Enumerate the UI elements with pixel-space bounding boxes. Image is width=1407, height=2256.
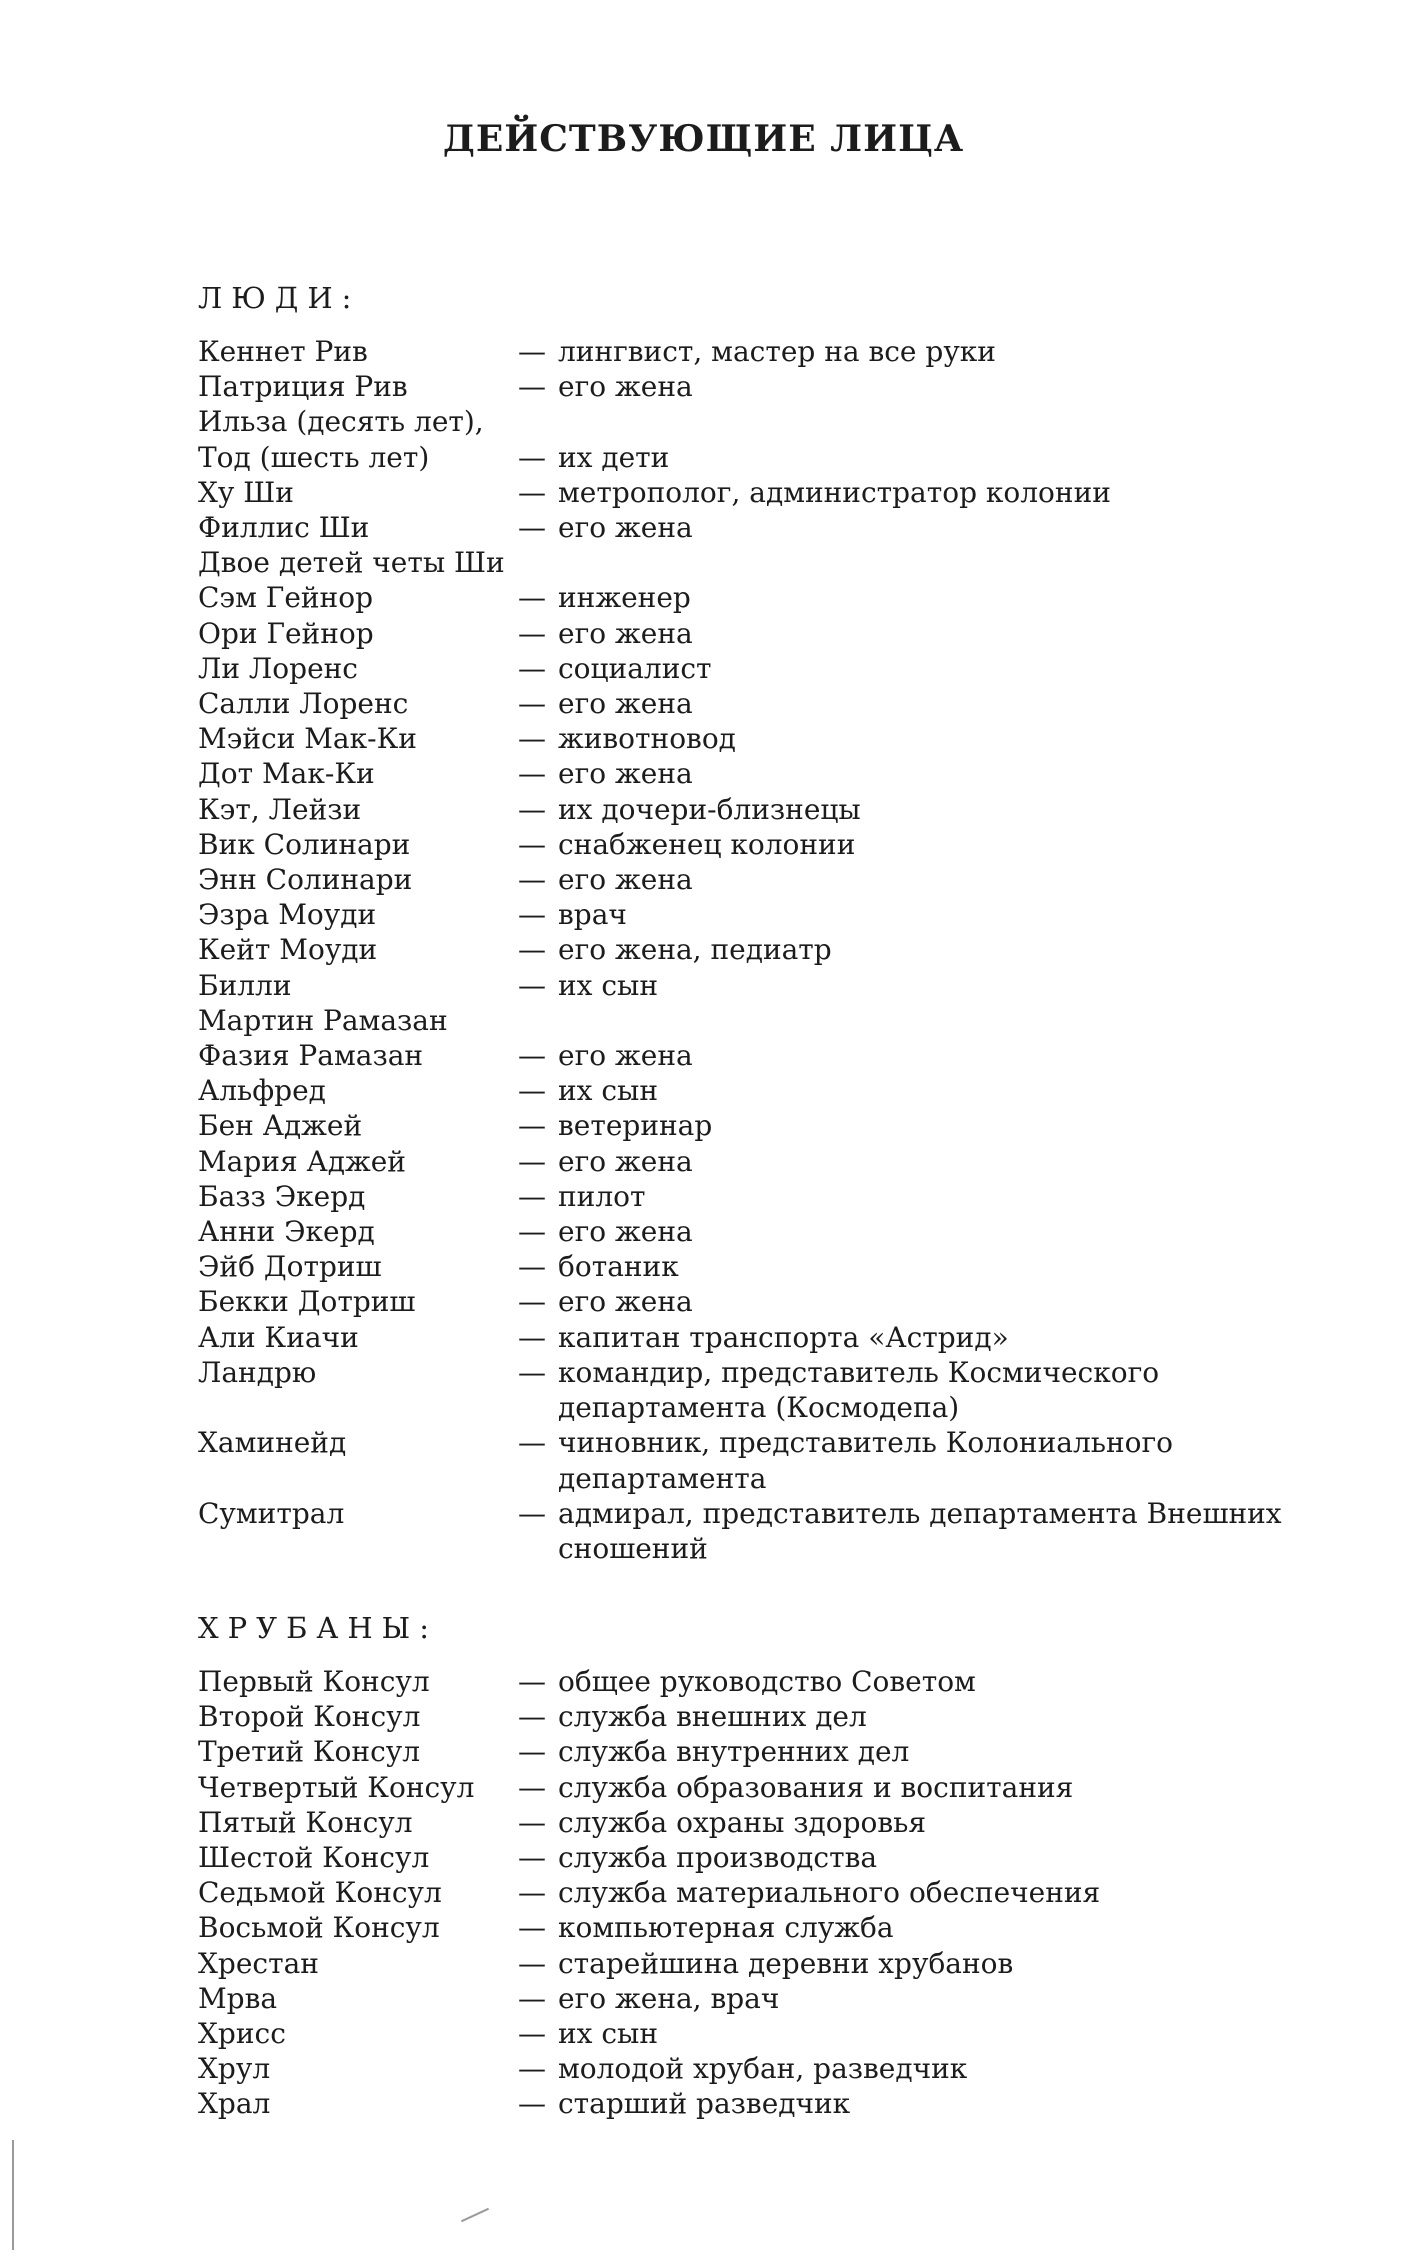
character-name: Вик Солинари (198, 827, 411, 861)
character-description (518, 686, 1318, 721)
character-row (198, 1840, 1318, 1875)
dash-separator: — (518, 1770, 546, 1804)
hrubans-section (198, 1604, 1318, 2122)
character-name: Тод (шесть лет) (198, 440, 430, 474)
scan-margin-line (12, 2140, 14, 2250)
character-description (518, 827, 1318, 862)
character-name: Восьмой Консул (198, 1911, 440, 1945)
character-name: Сэм Гейнор (198, 581, 373, 615)
character-name: Эйб Дотриш (198, 1250, 382, 1284)
character-name: Эзра Моуди (198, 898, 377, 932)
character-description (518, 1214, 1318, 1249)
character-description (518, 1664, 1318, 1699)
character-row (198, 1003, 1318, 1038)
character-row (198, 1179, 1318, 1214)
character-role: пилот (558, 1179, 646, 1213)
character-row (198, 1946, 1318, 1981)
character-description (518, 1038, 1318, 1073)
character-name: Дот Мак-Ки (198, 757, 375, 791)
dash-separator: — (518, 581, 546, 615)
character-description (518, 1179, 1318, 1214)
character-row (198, 1699, 1318, 1734)
character-description (518, 1425, 1318, 1495)
character-role: служба образования и воспитания (558, 1770, 1074, 1804)
dash-separator: — (518, 1179, 546, 1213)
character-name: Мария Аджей (198, 1144, 406, 1178)
dash-separator: — (518, 1911, 546, 1945)
dash-separator: — (518, 1700, 546, 1734)
character-name: Двое детей четы Ши (198, 546, 505, 580)
character-row (198, 369, 1318, 404)
character-description (518, 1073, 1318, 1108)
character-description (518, 1496, 1318, 1566)
character-row (198, 616, 1318, 651)
character-role: компьютерная служба (558, 1911, 894, 1945)
character-row (198, 1355, 1318, 1425)
character-role: его жена (558, 687, 693, 721)
character-row (198, 1108, 1318, 1143)
dash-separator: — (518, 2017, 546, 2051)
dash-separator: — (518, 1805, 546, 1839)
character-name: Фазия Рамазан (198, 1039, 424, 1073)
character-name: Мэйси Мак-Ки (198, 722, 417, 756)
character-row (198, 1073, 1318, 1108)
dash-separator: — (518, 1320, 546, 1354)
dash-separator: — (518, 687, 546, 721)
character-description (518, 1981, 1318, 2016)
dash-separator: — (518, 1250, 546, 1284)
character-role: его жена (558, 1285, 693, 1319)
character-name: Ори Гейнор (198, 616, 374, 650)
character-description (518, 2051, 1318, 2086)
dash-separator: — (518, 475, 546, 509)
character-name: Ильза (десять лет), (198, 405, 484, 439)
character-role: его жена (558, 863, 693, 897)
dash-separator: — (518, 1426, 546, 1460)
dash-separator: — (518, 827, 546, 861)
character-role: социалист (558, 651, 712, 685)
character-row (198, 721, 1318, 756)
character-name: Пятый Консул (198, 1805, 413, 1839)
character-row (198, 1875, 1318, 1910)
character-role: общее руководство Советом (558, 1665, 976, 1698)
dash-separator: — (518, 1841, 546, 1875)
dash-separator: — (518, 335, 546, 368)
character-row (198, 1284, 1318, 1319)
character-description (518, 1770, 1318, 1805)
character-name: Третий Консул (198, 1735, 421, 1769)
dash-separator: — (518, 1109, 546, 1143)
character-role: его жена (558, 511, 693, 545)
dash-separator: — (518, 2052, 546, 2086)
character-description (518, 1108, 1318, 1143)
character-name: Анни Экерд (198, 1215, 375, 1249)
character-name: Второй Консул (198, 1700, 421, 1734)
dash-separator: — (518, 898, 546, 932)
character-row (198, 1214, 1318, 1249)
hrubans-heading: ХРУБАНЫ: (198, 1611, 438, 1645)
character-name: Хрул (198, 2052, 271, 2086)
scan-smudge (461, 2208, 489, 2222)
dash-separator: — (518, 1355, 546, 1389)
character-name: Ху Ши (198, 475, 294, 509)
character-name: Храл (198, 2087, 271, 2121)
character-role: метрополог, администратор колонии (558, 475, 1111, 509)
character-name: Шестой Консул (198, 1841, 430, 1875)
character-role: их дети (558, 440, 670, 474)
character-name: Патриция Рив (198, 370, 408, 404)
character-role: старший разведчик (558, 2087, 851, 2121)
character-name: Билли (198, 968, 292, 1002)
character-role: животновод (558, 722, 736, 756)
character-description (518, 1355, 1318, 1425)
character-role: его жена (558, 1215, 693, 1249)
dash-separator: — (518, 370, 546, 404)
character-description (518, 475, 1318, 510)
character-row (198, 334, 1318, 369)
character-name: Кэт, Лейзи (198, 792, 362, 826)
character-role: их сын (558, 1074, 658, 1108)
character-row (198, 1770, 1318, 1805)
character-description (518, 369, 1318, 404)
character-role: командир, представитель Космического департамента (Космодепа) (558, 1355, 1160, 1425)
character-row (198, 968, 1318, 1003)
character-description (518, 1875, 1318, 1910)
dash-separator: — (518, 511, 546, 545)
character-row (198, 686, 1318, 721)
character-role: его жена (558, 1144, 693, 1178)
character-role: лингвист, мастер на все руки (558, 335, 996, 368)
character-row (198, 1249, 1318, 1284)
character-description (518, 2086, 1318, 2121)
character-role: их сын (558, 968, 658, 1002)
people-heading: ЛЮДИ: (198, 281, 361, 315)
dash-separator: — (518, 863, 546, 897)
character-description (518, 1284, 1318, 1319)
character-role: старейшина деревни хрубанов (558, 1946, 1014, 1980)
character-description (518, 2016, 1318, 2051)
character-role: молодой хрубан, разведчик (558, 2052, 968, 2086)
character-description (518, 616, 1318, 651)
dash-separator: — (518, 1665, 546, 1698)
character-description (518, 862, 1318, 897)
dash-separator: — (518, 1735, 546, 1769)
character-row (198, 827, 1318, 862)
character-name: Ли Лоренс (198, 651, 358, 685)
character-description (518, 580, 1318, 615)
dash-separator: — (518, 1496, 546, 1530)
dash-separator: — (518, 722, 546, 756)
character-role: чиновник, представитель Колониального департамента (558, 1426, 1174, 1495)
character-row (198, 756, 1318, 791)
character-name: Четвертый Консул (198, 1770, 475, 1804)
character-row (198, 1425, 1318, 1495)
dash-separator: — (518, 1876, 546, 1910)
character-description (518, 334, 1318, 369)
character-description (518, 721, 1318, 756)
character-name: Кеннет Рив (198, 335, 368, 368)
character-name: Ландрю (198, 1355, 317, 1389)
character-name: Бекки Дотриш (198, 1285, 416, 1319)
character-role: ботаник (558, 1250, 679, 1284)
character-row (198, 545, 1318, 580)
character-role: врач (558, 898, 627, 932)
character-description (518, 1910, 1318, 1945)
character-row (198, 404, 1318, 439)
character-role: его жена, педиатр (558, 933, 832, 967)
character-name: Хаминейд (198, 1426, 347, 1460)
character-description (518, 1320, 1318, 1355)
character-role: служба охраны здоровья (558, 1805, 927, 1839)
character-row (198, 510, 1318, 545)
dash-separator: — (518, 757, 546, 791)
character-row (198, 1496, 1318, 1566)
character-role: инженер (558, 581, 691, 615)
character-name: Мартин Рамазан (198, 1003, 448, 1037)
character-row (198, 1981, 1318, 2016)
character-description (518, 1699, 1318, 1734)
character-description (518, 651, 1318, 686)
character-role: его жена (558, 1039, 693, 1073)
dash-separator: — (518, 651, 546, 685)
character-role: адмирал, представитель департамента Внешних сношений (558, 1496, 1282, 1565)
character-row (198, 1320, 1318, 1355)
character-description (518, 932, 1318, 967)
people-list (198, 334, 1318, 1566)
character-role: его жена (558, 757, 693, 791)
character-description (518, 756, 1318, 791)
dash-separator: — (518, 2087, 546, 2121)
character-row (198, 2016, 1318, 2051)
dash-separator: — (518, 616, 546, 650)
character-name: Альфред (198, 1074, 326, 1108)
character-description (518, 897, 1318, 932)
character-name: Сумитрал (198, 1496, 345, 1530)
page-title: ДЕЙСТВУЮЩИЕ ЛИЦА (442, 118, 965, 160)
character-role: служба производства (558, 1841, 878, 1875)
dash-separator: — (518, 1215, 546, 1249)
character-name: Салли Лоренс (198, 687, 409, 721)
character-name: Али Киачи (198, 1320, 359, 1354)
character-role: капитан транспорта «Астрид» (558, 1320, 1009, 1354)
character-description (518, 1734, 1318, 1769)
character-row (198, 1144, 1318, 1179)
character-name: Первый Консул (198, 1665, 430, 1698)
character-description (518, 1144, 1318, 1179)
character-row (198, 1664, 1318, 1699)
dash-separator: — (518, 1946, 546, 1980)
character-row (198, 862, 1318, 897)
dash-separator: — (518, 1144, 546, 1178)
character-name: Хрестан (198, 1946, 319, 1980)
character-role: служба внешних дел (558, 1700, 867, 1734)
character-description (518, 1249, 1318, 1284)
character-description (518, 1946, 1318, 1981)
character-row (198, 2086, 1318, 2121)
character-name: Бен Аджей (198, 1109, 363, 1143)
character-role: его жена, врач (558, 1981, 780, 2015)
character-description (518, 792, 1318, 827)
character-description (518, 1805, 1318, 1840)
dash-separator: — (518, 933, 546, 967)
character-role: служба материального обеспечения (558, 1876, 1101, 1910)
dash-separator: — (518, 1039, 546, 1073)
character-description (518, 1840, 1318, 1875)
character-role: его жена (558, 370, 693, 404)
character-name: Энн Солинари (198, 863, 413, 897)
character-row (198, 932, 1318, 967)
dash-separator: — (518, 1074, 546, 1108)
character-name: Хрисс (198, 2017, 286, 2051)
character-role: снабженец колонии (558, 827, 856, 861)
dash-separator: — (518, 1285, 546, 1319)
character-name: Кейт Моуди (198, 933, 378, 967)
character-row (198, 1910, 1318, 1945)
character-role: их дочери-близнецы (558, 792, 861, 826)
character-role: его жена (558, 616, 693, 650)
character-name: Филлис Ши (198, 511, 370, 545)
character-name: Седьмой Консул (198, 1876, 442, 1910)
dash-separator: — (518, 792, 546, 826)
people-section (198, 274, 1318, 1566)
hrubans-list (198, 1664, 1318, 2122)
character-row (198, 792, 1318, 827)
character-role: ветеринар (558, 1109, 713, 1143)
character-row (198, 475, 1318, 510)
dash-separator: — (518, 968, 546, 1002)
character-row (198, 2051, 1318, 2086)
character-name: Мрва (198, 1981, 278, 2015)
character-description (518, 510, 1318, 545)
character-row (198, 1038, 1318, 1073)
character-name: Базз Экерд (198, 1179, 366, 1213)
character-row (198, 580, 1318, 615)
dash-separator: — (518, 440, 546, 474)
character-row (198, 1734, 1318, 1769)
character-row (198, 440, 1318, 475)
character-description (518, 440, 1318, 475)
character-row (198, 1805, 1318, 1840)
character-row (198, 897, 1318, 932)
dash-separator: — (518, 1981, 546, 2015)
character-description (518, 968, 1318, 1003)
character-role: служба внутренних дел (558, 1735, 910, 1769)
character-role: их сын (558, 2017, 658, 2051)
character-row (198, 651, 1318, 686)
